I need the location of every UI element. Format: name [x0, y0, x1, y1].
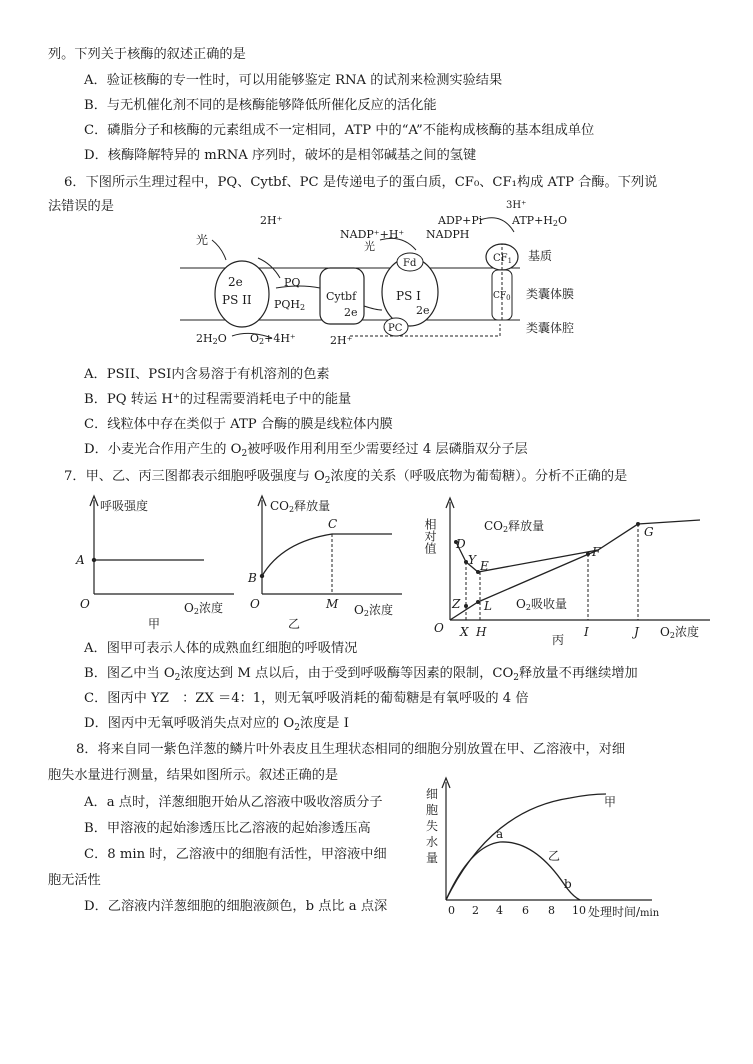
q8-tick-6: 6 — [522, 904, 529, 917]
pq-label: PQ — [284, 276, 301, 289]
oxygen-label: O2+4H⁺ — [250, 332, 296, 346]
e2c-label-2: 2e — [344, 306, 358, 319]
q8-ylabel — [426, 787, 438, 865]
jia-point-a-label: A — [76, 553, 85, 567]
jia-xlabel: O2浓度 — [184, 601, 223, 616]
q7-graph-jia — [72, 490, 242, 630]
yi-point-m-label: M — [326, 597, 339, 611]
q6-option-d: D．小麦光合作用产生的 $O_2$被呼吸作用利用至少需要经过 4 层磷脂双分子层 — [84, 442, 528, 459]
bing-label-z: Z — [452, 597, 461, 611]
q8-stem-line1: 8．将来自同一紫色洋葱的鳞片叶外表皮且生理状态相同的细胞分别放置在甲、乙溶液中，对细 — [76, 742, 626, 757]
proton-dashed-path — [350, 324, 500, 336]
yi-point-b-label: B — [248, 571, 257, 585]
fd-label: Fd — [403, 258, 417, 269]
bing-tick-j: J — [634, 625, 639, 639]
cf1-label: $CF_1$ — [493, 253, 513, 265]
lumen-label: 类囊体腔 — [526, 321, 575, 335]
water-label: 2H2O — [196, 332, 227, 346]
q8-tick-8: 8 — [548, 904, 555, 917]
bing-point-z — [464, 604, 468, 608]
cf0-label: $CF_0$ — [493, 291, 511, 302]
q7-option-a: A．图甲可表示人体的成熟血红细胞的呼吸情况 — [84, 641, 358, 656]
q6-option-c: C．线粒体中存在类似于 ATP 合酶的膜是线粒体内膜 — [84, 417, 393, 432]
q8-tick-2: 2 — [472, 904, 479, 917]
q7-option-b: B．图乙中当 $O_2$浓度达到 M 点以后，由于受到呼吸酶等因素的限制，$CO_2$释放量不再继续增加 — [84, 666, 638, 683]
q7-graph-bing — [423, 490, 718, 647]
q8-series-yi: 乙 — [548, 849, 561, 863]
light-label-1: 光 — [196, 233, 209, 247]
q6-option-a: A．PSII、PSI内含易溶于有机溶剂的色素 — [84, 367, 330, 382]
h-label-1: 2H⁺ — [260, 214, 283, 227]
jia-point-a — [92, 558, 96, 562]
h-label-2: 2H⁺ — [330, 334, 353, 347]
bing-tick-x: X — [460, 625, 469, 639]
yi-curve — [262, 534, 392, 576]
bing-label-l: L — [484, 599, 492, 613]
q5-option-a: A．验证核酶的专一性时，可以用能够鉴定 RNA 的试剂来检测实验结果 — [84, 73, 503, 88]
bing-tick-h: H — [476, 625, 487, 639]
bing-label-f: F — [592, 545, 601, 559]
q8-series-jia: 甲 — [604, 795, 617, 809]
q8-tick-0: 0 — [448, 904, 455, 917]
q5-option-c: C．磷脂分子和核酶的元素组成不一定相同，ATP 中的“A”不能构成核酶的基本组成单位 — [84, 123, 595, 138]
q8-option-b: B．甲溶液的起始渗透压比乙溶液的起始渗透压高 — [84, 821, 371, 836]
bing-point-g — [636, 522, 640, 526]
bing-label-g: G — [644, 525, 654, 539]
q8-option-c-line2: 胞无活性 — [48, 873, 101, 888]
bing-co2-label: CO2释放量 — [484, 519, 545, 534]
atp-label: ATP+H2O — [512, 214, 568, 228]
q8-option-a: A．a 点时，洋葱细胞开始从乙溶液中吸收溶质分子 — [84, 795, 383, 810]
nadph-label: NADPH — [426, 228, 470, 241]
pqh2-label: PQH2 — [274, 298, 306, 312]
bing-caption: 丙 — [552, 633, 565, 647]
jia-ylabel: 呼吸强度 — [100, 499, 149, 513]
stroma-label: 基质 — [528, 249, 553, 263]
q8-xlabel: 处理时间/min — [588, 905, 660, 919]
bing-point-f — [586, 552, 590, 556]
q7-graph-yi — [244, 490, 414, 630]
e2c-label-3: 2e — [416, 304, 430, 317]
pc-label: PC — [388, 323, 403, 334]
yi-point-b — [260, 574, 264, 578]
q8-option-d: D．乙溶液内洋葱细胞的细胞液颜色，b 点比 a 点深 — [84, 899, 388, 914]
q5-option-b: B．与无机催化剂不同的是核酶能够降低所催化反应的活化能 — [84, 98, 437, 113]
q7-stem: 7．甲、乙、丙三图都表示细胞呼吸强度与 $O_2$浓度的关系（呼吸底物为葡萄糖）。分析不正确的是 — [64, 469, 628, 486]
q8-tick-4: 4 — [496, 904, 503, 917]
q8-option-c-line1: C．8 min 时，乙溶液中的细胞有活性，甲溶液中细 — [84, 847, 387, 862]
psi-label: PS I — [396, 289, 421, 303]
cytbf-label: Cytbf — [326, 290, 357, 303]
bing-point-l — [476, 600, 480, 604]
light-arrow-1 — [212, 240, 226, 260]
cytbf-psi-arrow — [364, 306, 382, 310]
q8-stem-line2: 胞失水量进行测量，结果如图所示。叙述正确的是 — [48, 768, 339, 783]
bing-xlabel: O2浓度 — [660, 625, 699, 640]
q7-option-c: C．图丙中 YZ ：ZX ＝4：1，则无氧呼吸消耗的葡萄糖是有氧呼吸的 4 倍 — [84, 691, 529, 706]
yi-xlabel: O2浓度 — [354, 603, 393, 618]
q8-x-ticks — [448, 904, 586, 917]
adp-arrow — [480, 218, 514, 232]
q6-stem-line1: 6．下图所示生理过程中，PQ、Cytbf、PC 是传递电子的蛋白质，CF₀、CF₁构成 ATP 合酶。下列说 — [64, 175, 658, 190]
q7-option-d: D．图丙中无氧呼吸消失点对应的 $O_2$浓度是 I — [84, 716, 349, 733]
q8-water-loss-chart — [420, 770, 690, 930]
jia-caption: 甲 — [148, 617, 161, 631]
jia-origin: O — [80, 597, 90, 611]
bing-tick-i: I — [584, 625, 589, 639]
yi-origin: O — [250, 597, 260, 611]
q8-ylabel-char: 胞 — [426, 803, 439, 817]
light-label-2: 光 — [364, 240, 375, 253]
h3-label: 3H⁺ — [506, 200, 527, 211]
q8-ylabel-char: 水 — [426, 835, 439, 849]
membrane-label: 类囊体膜 — [526, 287, 575, 301]
bing-label-y: Y — [468, 553, 476, 567]
bing-o2-label: O2吸收量 — [516, 597, 567, 612]
q8-ylabel-char: 细 — [426, 787, 439, 801]
q8-point-b: b — [564, 877, 572, 891]
adp-label: ADP+Pi — [438, 214, 483, 227]
psii-label: PS II — [222, 293, 252, 307]
q5-stem-tail: 列。下列关于核酶的叙述正确的是 — [48, 47, 246, 62]
bing-label-d: D — [456, 537, 466, 551]
bing-ylabel: 相对值 — [423, 518, 437, 554]
q5-option-d: D．核酶降解特异的 mRNA 序列时，破坏的是相邻碱基之间的氢键 — [84, 148, 477, 163]
yi-ylabel: CO2释放量 — [270, 499, 331, 514]
bing-origin: O — [434, 621, 444, 635]
yi-caption: 乙 — [288, 617, 301, 631]
q6-thylakoid-diagram — [180, 198, 600, 353]
nadp-label: NADP⁺+H⁺ — [340, 228, 405, 241]
bing-label-e: E — [480, 559, 489, 573]
q8-point-a: a — [496, 827, 504, 841]
q8-ylabel-char: 失 — [426, 819, 439, 833]
q8-tick-10: 10 — [572, 904, 586, 917]
yi-point-c-label: C — [328, 517, 338, 531]
e2c-label-1: 2e — [228, 275, 243, 289]
q8-ylabel-char: 量 — [426, 851, 439, 865]
q6-option-b: B．PQ 转运 H⁺的过程需要消耗电子中的能量 — [84, 392, 352, 407]
q6-stem-line2: 法错误的是 — [48, 199, 114, 214]
